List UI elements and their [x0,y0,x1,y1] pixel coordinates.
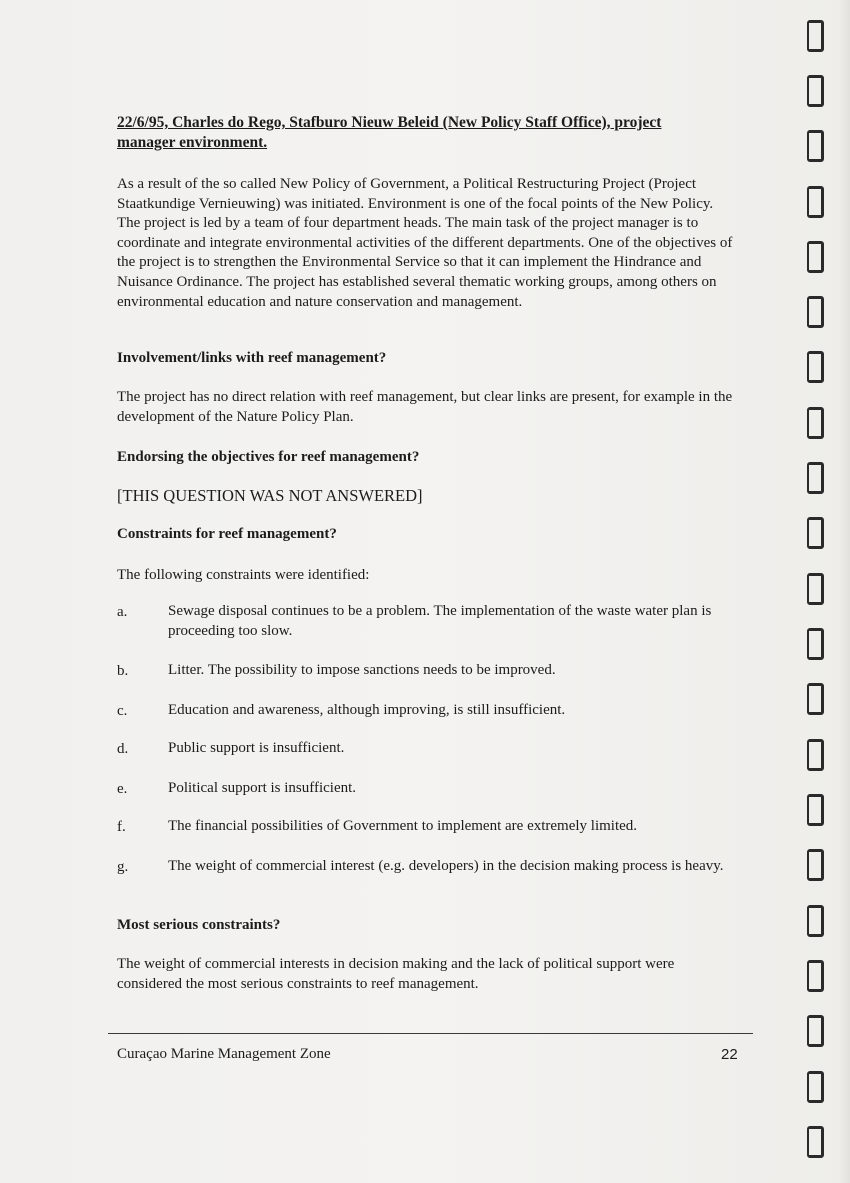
constraint-letter-a: a. [117,604,128,620]
section-most-serious-text: The weight of commercial interests in decision making and the lack of political support were considered the most serious constraints to reef management. [117,956,675,992]
binding-ring-icon [807,407,824,439]
binding-ring-icon [807,186,824,218]
binding-ring-icon [807,739,824,771]
section-constraints-intro: The following constraints were identified: [117,567,370,583]
section-most-serious-title: Most serious constraints? [117,917,281,933]
binding-ring-icon [807,296,824,328]
section-constraints-title: Constraints for reef management? [117,526,337,542]
binding-ring-icon [807,573,824,605]
section-involvement-title: Involvement/links with reef management? [117,350,387,366]
constraint-text-f: The financial possibilities of Government to implement are extremely limited. [168,818,638,834]
binding-ring-icon [807,1126,824,1158]
constraint-letter-b: b. [117,663,129,679]
page-edge-shadow [838,0,850,1183]
footer-divider [108,1033,753,1034]
constraint-letter-e: e. [117,781,128,797]
binding-ring-icon [807,351,824,383]
binding-ring-icon [807,905,824,937]
constraint-text-a: Sewage disposal continues to be a problem. The implementation of the waste water plan is proceeding too slow. [168,603,712,639]
binding-ring-icon [807,1071,824,1103]
binding-ring-icon [807,849,824,881]
constraint-text-c: Education and awareness, although improving, is still insufficient. [168,702,566,718]
constraint-letter-d: d. [117,741,129,757]
binding-ring-icon [807,794,824,826]
entry-heading: 22/6/95, Charles do Rego, Stafburo Nieuw Beleid (New Policy Staff Office), project manager environment. [117,114,662,151]
binding-ring-icon [807,960,824,992]
binding-ring-icon [807,1015,824,1047]
constraint-letter-c: c. [117,703,128,719]
footer-title: Curaçao Marine Management Zone [117,1046,331,1062]
binding-ring-icon [807,75,824,107]
binding-ring-icon [807,628,824,660]
constraint-text-b: Litter. The possibility to impose sanctions needs to be improved. [168,662,556,678]
intro-paragraph: As a result of the so called New Policy of Government, a Political Restructuring Project (Project Staatkundige Vernieuwing) was initiated. Environment is one of the focal points of the New Policy. The project is led by a team of four department heads. The main task of the project manager is to coordinate and integrate environmental activities of the different departments. One of the objectives of the project is to strengthen the Environmental Service so that it can implement the Hindrance and Nuisance Ordinance. The project has established several thematic working groups, among others on environmental education and nature conservation and management. [117,176,733,310]
spiral-binding [803,0,833,1183]
constraint-text-d: Public support is insufficient. [168,740,345,756]
section-endorsing-text: [THIS QUESTION WAS NOT ANSWERED] [117,486,423,505]
binding-ring-icon [807,517,824,549]
show-through-text [706,118,796,138]
binding-ring-icon [807,130,824,162]
binding-ring-icon [807,462,824,494]
constraint-text-e: Political support is insufficient. [168,780,357,796]
section-involvement-text: The project has no direct relation with reef management, but clear links are present, for example in the development of the Nature Policy Plan. [117,389,733,425]
binding-ring-icon [807,20,824,52]
constraint-text-g: The weight of commercial interest (e.g. developers) in the decision making process is heavy. [168,858,724,874]
constraint-letter-g: g. [117,859,129,875]
constraint-letter-f: f. [117,819,126,835]
page-number: 22 [721,1046,738,1063]
section-endorsing-title: Endorsing the objectives for reef management? [117,449,420,465]
binding-ring-icon [807,683,824,715]
binding-ring-icon [807,241,824,273]
